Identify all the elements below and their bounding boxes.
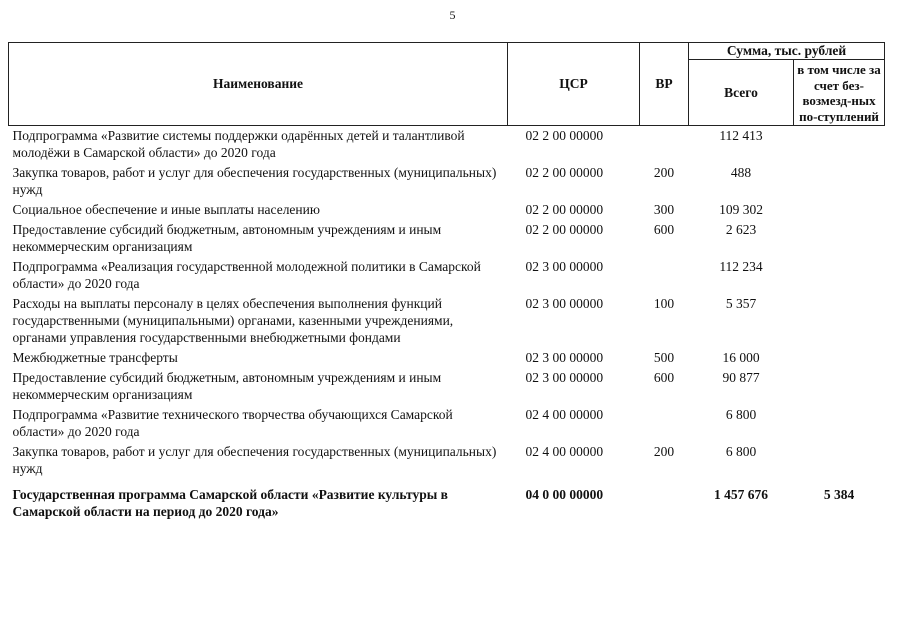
vr-cell: 600 — [653, 222, 675, 237]
table-row — [9, 164, 885, 201]
table-row — [9, 406, 885, 443]
csr-cell: 02 3 00 00000 — [525, 350, 604, 365]
header-vr: ВР — [640, 43, 689, 126]
table-row — [9, 295, 885, 349]
vr-cell — [640, 406, 689, 443]
vr-cell: 600 — [653, 370, 675, 385]
vr-cell: 200 — [653, 444, 675, 459]
vr-cell — [640, 126, 689, 165]
table-row — [9, 258, 885, 295]
name-cell: Подпрограмма «Развитие технического творчества обучающихся Самарской области» до 2020 года — [12, 407, 453, 439]
vr-cell: 300 — [653, 202, 675, 217]
free-cell — [794, 221, 885, 258]
total-cell: 16 000 — [722, 350, 760, 365]
table-row — [9, 369, 885, 406]
csr-cell: 02 2 00 00000 — [525, 222, 604, 237]
header-total: Всего — [689, 60, 794, 126]
free-cell: 5 384 — [823, 487, 855, 502]
header-csr: ЦСР — [508, 43, 640, 126]
total-cell: 5 357 — [725, 296, 757, 311]
name-cell: Государственная программа Самарской области «Развитие культуры в Самарской области на период до 2020 года» — [12, 487, 448, 519]
free-cell — [794, 126, 885, 165]
table-header — [9, 43, 885, 126]
table-body — [9, 126, 885, 524]
csr-cell: 04 0 00 00000 — [525, 487, 604, 502]
free-cell — [794, 258, 885, 295]
csr-cell: 02 2 00 00000 — [525, 165, 604, 180]
table-row — [9, 126, 885, 165]
vr-cell: 100 — [653, 296, 675, 311]
total-cell: 2 623 — [725, 222, 757, 237]
name-cell: Подпрограмма «Реализация государственной молодежной политики в Самарской области» до 2020 года — [12, 259, 481, 291]
total-cell: 1 457 676 — [714, 487, 768, 502]
header-sum-group: Сумма, тыс. рублей — [689, 43, 885, 60]
name-cell: Закупка товаров, работ и услуг для обеспечения государственных (муниципальных) нужд — [12, 444, 497, 476]
name-cell: Предоставление субсидий бюджетным, автономным учреждениям и иным некоммерческим организациям — [12, 222, 442, 254]
free-cell — [794, 369, 885, 406]
free-cell — [794, 349, 885, 369]
header-including-free: в том числе за счет без-возмезд-ных по-ступлений — [794, 60, 885, 126]
csr-cell: 02 3 00 00000 — [525, 296, 604, 311]
total-cell: 6 800 — [725, 444, 757, 459]
table-row — [9, 201, 885, 221]
name-cell: Межбюджетные трансферты — [12, 350, 178, 365]
csr-cell: 02 2 00 00000 — [525, 128, 604, 143]
budget-table — [8, 42, 885, 523]
total-cell: 6 800 — [725, 407, 757, 422]
csr-cell: 02 3 00 00000 — [525, 370, 604, 385]
table-row — [9, 443, 885, 480]
header-name: Наименование — [9, 43, 508, 126]
page-number: 5 — [449, 8, 456, 22]
name-cell: Подпрограмма «Развитие системы поддержки одарённых детей и талантливой молодёжи в Самарской области» до 2020 года — [12, 128, 465, 160]
csr-cell: 02 4 00 00000 — [525, 407, 604, 422]
vr-cell — [640, 258, 689, 295]
total-cell: 109 302 — [719, 202, 763, 217]
vr-cell: 500 — [653, 350, 675, 365]
total-cell: 90 877 — [722, 370, 760, 385]
free-cell — [794, 164, 885, 201]
free-cell — [794, 406, 885, 443]
free-cell — [794, 443, 885, 480]
name-cell: Социальное обеспечение и иные выплаты населению — [12, 202, 320, 217]
free-cell — [794, 295, 885, 349]
name-cell: Предоставление субсидий бюджетным, автономным учреждениям и иным некоммерческим организациям — [12, 370, 442, 402]
name-cell: Закупка товаров, работ и услуг для обеспечения государственных (муниципальных) нужд — [12, 165, 497, 197]
total-cell: 112 234 — [719, 259, 763, 274]
table-row — [9, 221, 885, 258]
name-cell: Расходы на выплаты персоналу в целях обеспечения выполнения функций государственными (муниципальными) органами, казенными учреждениями, органами управления государственными внебюджетными фондами — [12, 296, 454, 345]
total-cell: 112 413 — [719, 128, 763, 143]
total-cell: 488 — [730, 165, 752, 180]
table-row — [9, 349, 885, 369]
vr-cell — [640, 480, 689, 523]
csr-cell: 02 3 00 00000 — [525, 259, 604, 274]
csr-cell: 02 2 00 00000 — [525, 202, 604, 217]
vr-cell: 200 — [653, 165, 675, 180]
csr-cell: 02 4 00 00000 — [525, 444, 604, 459]
free-cell — [794, 201, 885, 221]
table-row — [9, 480, 885, 523]
